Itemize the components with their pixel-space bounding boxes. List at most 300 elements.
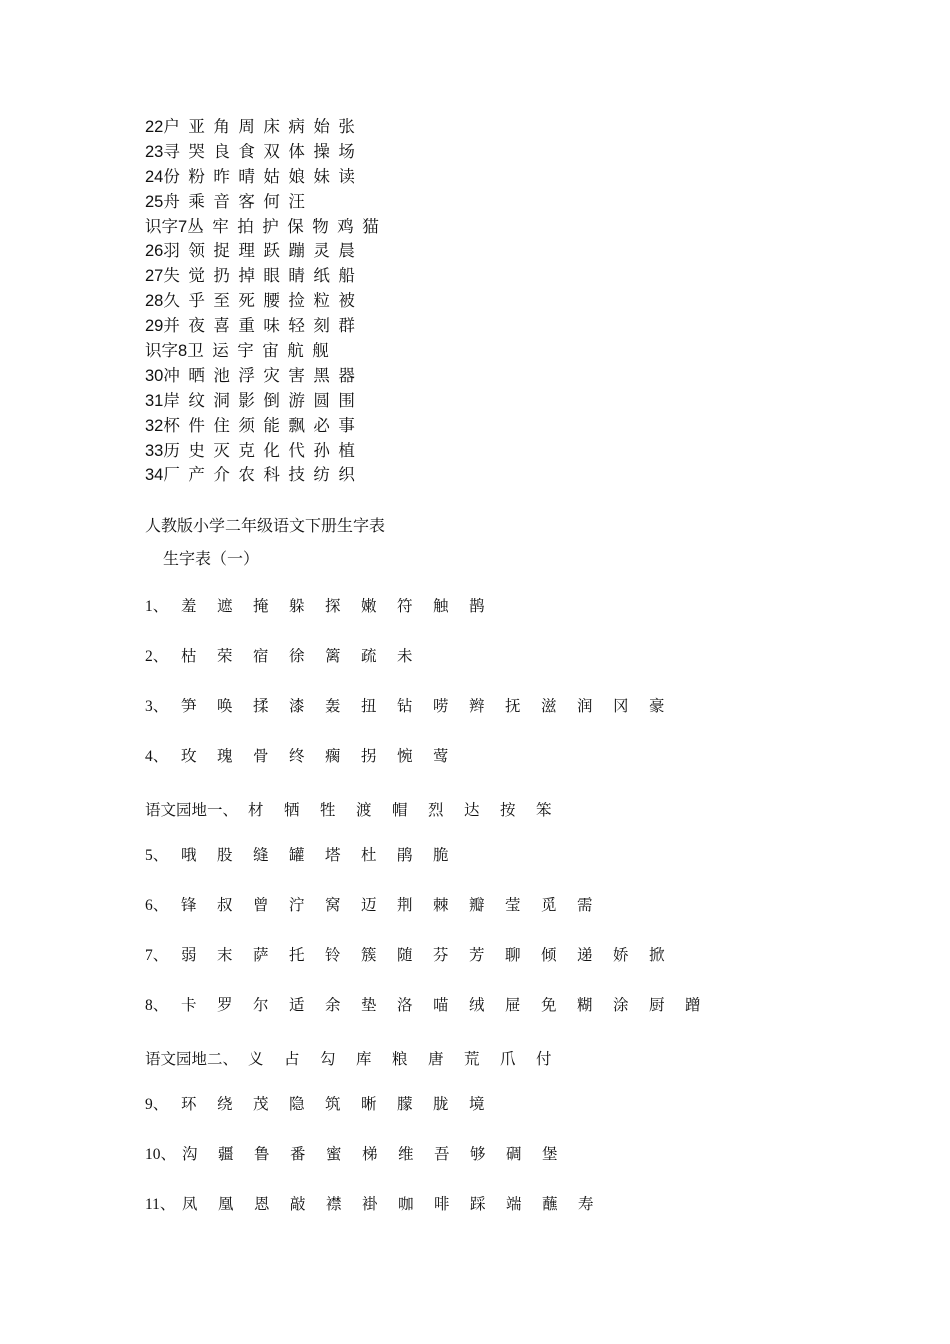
lesson-number: 30 [145,366,164,385]
lesson-row [145,364,387,389]
lesson-number: 31 [145,391,164,410]
lesson-row [145,694,685,718]
character: 汪 [288,191,305,211]
character: 唐 [428,1050,444,1068]
character: 触 [433,597,449,615]
character: 食 [238,141,255,161]
character: 粮 [392,1050,408,1068]
character: 端 [506,1195,522,1213]
character: 绒 [469,996,485,1014]
character: 漆 [289,697,305,715]
character: 适 [289,996,305,1014]
lesson-characters [181,697,685,715]
lesson-label: 1、 [145,598,169,615]
character: 羽 [163,241,180,261]
vocab-list-top [145,115,387,488]
character: 凰 [218,1195,234,1213]
lesson-number: 34 [145,466,164,485]
character: 啡 [434,1195,450,1213]
character: 昨 [213,166,230,186]
character: 叔 [217,896,233,914]
lesson-label: 2、 [145,648,169,665]
character: 脆 [433,846,449,864]
lesson-row [145,115,387,140]
character: 宿 [253,647,269,665]
character: 润 [577,697,593,715]
lesson-row [145,314,387,339]
lesson-row [145,190,387,215]
character: 弱 [181,946,197,964]
character: 垫 [361,996,377,1014]
character: 骨 [253,747,269,765]
character: 铃 [325,946,341,964]
character: 罐 [289,846,305,864]
character: 必 [313,415,330,435]
character: 荒 [464,1050,480,1068]
character: 客 [238,191,255,211]
character: 茂 [253,1095,269,1113]
character: 乘 [188,191,205,211]
character: 厨 [649,996,665,1014]
character: 蹭 [685,996,701,1014]
character: 张 [338,117,355,136]
character: 妹 [313,166,330,186]
character: 领 [188,241,205,261]
character: 终 [289,747,305,765]
character: 粒 [313,291,330,311]
character: 乎 [188,291,205,311]
lesson-characters [181,747,469,765]
character: 胧 [433,1095,449,1113]
character: 沟 [182,1145,198,1163]
character: 体 [288,141,305,161]
lesson-row [145,439,387,464]
character: 猫 [362,216,379,236]
character: 糊 [577,996,593,1014]
character: 库 [356,1050,372,1068]
character: 凤 [182,1195,198,1213]
character: 棘 [433,896,449,914]
lesson-number: 29 [145,317,164,336]
character: 腰 [263,291,280,311]
character: 冈 [613,697,629,715]
lesson-characters [181,896,613,914]
lesson-label: 语文园地二、 [145,1051,239,1068]
character: 篱 [325,647,341,665]
character: 筑 [325,1095,341,1113]
character: 缝 [253,846,269,864]
character: 织 [338,465,355,485]
character: 够 [470,1145,486,1163]
character: 器 [338,365,355,385]
lesson-row [145,1092,505,1116]
character: 物 [312,216,329,236]
character: 科 [263,465,280,485]
character: 蹦 [288,241,305,261]
character: 历 [163,440,180,460]
character: 鲁 [254,1145,270,1163]
character: 圆 [313,390,330,410]
character: 余 [325,996,341,1014]
character: 瘸 [325,747,341,765]
character: 岸 [163,390,180,410]
character: 哭 [188,141,205,161]
lesson-characters [163,366,363,385]
lesson-label: 6、 [145,897,169,914]
lesson-characters [163,117,363,136]
character: 敲 [290,1195,306,1213]
character: 隐 [289,1095,305,1113]
character: 孙 [313,440,330,460]
character: 户 [163,117,180,136]
character: 音 [213,191,230,211]
lesson-characters [248,1050,572,1068]
character: 轻 [288,316,305,336]
lesson-row [145,843,469,867]
character: 哦 [181,846,197,864]
character: 倾 [541,946,557,964]
character: 份 [163,166,180,186]
lesson-characters [181,846,469,864]
lesson-characters [181,597,505,615]
lesson-label: 4、 [145,748,169,765]
character: 襟 [326,1195,342,1213]
character: 鹊 [469,597,485,615]
character: 笨 [536,801,552,819]
lesson-row [145,943,685,967]
character: 至 [213,291,230,311]
character: 被 [338,291,355,311]
lesson-number: 识字8 [145,342,188,361]
lesson-number: 24 [145,167,164,186]
lesson-characters [163,167,363,186]
character: 重 [238,316,255,336]
character: 牢 [212,216,229,236]
character: 产 [188,465,205,485]
character: 操 [313,141,330,161]
character: 抚 [505,697,521,715]
character: 朦 [397,1095,413,1113]
character: 占 [284,1050,300,1068]
character: 恩 [254,1195,270,1213]
character: 始 [313,117,330,136]
lesson-label: 9、 [145,1096,169,1113]
page-subheading: 生字表（一） [163,549,260,568]
character: 笋 [181,697,197,715]
character: 保 [287,216,304,236]
character: 羞 [181,597,197,615]
lesson-number: 33 [145,441,164,460]
character: 瓣 [469,896,485,914]
lesson-characters [163,142,363,161]
character: 须 [238,415,255,435]
character: 介 [213,465,230,485]
character: 咖 [398,1195,414,1213]
character: 纸 [313,266,330,286]
character: 付 [536,1050,552,1068]
lesson-row [145,239,387,264]
character: 碉 [506,1145,522,1163]
lesson-number: 23 [145,142,164,161]
character: 涂 [613,996,629,1014]
character: 纹 [188,390,205,410]
character: 番 [290,1145,306,1163]
character: 未 [397,647,413,665]
character: 遮 [217,597,233,615]
character: 随 [397,946,413,964]
character: 并 [163,316,180,336]
lesson-row [145,798,572,822]
character: 喜 [213,316,230,336]
lesson-characters [163,465,363,484]
character: 枯 [181,647,197,665]
character: 免 [541,996,557,1014]
character: 跃 [263,241,280,261]
character: 角 [213,117,230,136]
lesson-characters [163,192,313,211]
character: 躲 [289,597,305,615]
character: 掩 [253,597,269,615]
character: 双 [263,141,280,161]
character: 池 [213,365,230,385]
lesson-label: 8、 [145,997,169,1014]
character: 洛 [397,996,413,1014]
character: 寿 [578,1195,594,1213]
character: 捉 [213,241,230,261]
lesson-characters [181,1095,505,1113]
character: 失 [163,266,180,286]
character: 植 [338,440,355,460]
lesson-row [145,264,387,289]
character: 宇 [237,341,254,361]
character: 烈 [428,801,444,819]
character: 冲 [163,365,180,385]
character: 瑰 [217,747,233,765]
character: 迈 [361,896,377,914]
page-heading: 人教版小学二年级语文下册生字表 [145,516,386,535]
character: 夜 [188,316,205,336]
character: 材 [248,801,264,819]
character: 托 [289,946,305,964]
character: 钻 [397,697,413,715]
character: 运 [212,341,229,361]
character: 揉 [253,697,269,715]
lesson-characters [187,217,387,236]
character: 探 [325,597,341,615]
character: 爪 [500,1050,516,1068]
character: 代 [288,440,305,460]
character: 唠 [433,697,449,715]
lesson-characters [163,316,363,335]
lesson-label: 11、 [145,1196,176,1213]
character: 灾 [263,365,280,385]
character: 徐 [289,647,305,665]
character: 晴 [238,166,255,186]
lesson-label: 3、 [145,698,169,715]
character: 晨 [338,241,355,261]
character: 件 [188,415,205,435]
character: 眼 [263,266,280,286]
lesson-row [145,644,433,668]
lesson-characters [181,996,721,1014]
character: 舰 [312,341,329,361]
lesson-characters [163,241,363,260]
lesson-characters [163,291,363,310]
lesson-characters [163,441,363,460]
lesson-characters [181,647,433,665]
lesson-row [145,1047,572,1071]
character: 玫 [181,747,197,765]
character: 掉 [238,266,255,286]
character: 疏 [361,647,377,665]
character: 环 [181,1095,197,1113]
lesson-row [145,1142,578,1166]
character: 船 [338,266,355,286]
character: 辫 [469,697,485,715]
character: 捡 [288,291,305,311]
character: 末 [217,946,233,964]
character: 床 [263,117,280,136]
lesson-row [145,893,613,917]
character: 掀 [649,946,665,964]
character: 轰 [325,697,341,715]
character: 周 [238,117,255,136]
character: 场 [338,141,355,161]
lesson-characters [181,946,685,964]
character: 化 [263,440,280,460]
character: 航 [287,341,304,361]
character: 滋 [541,697,557,715]
character: 芬 [433,946,449,964]
character: 农 [238,465,255,485]
character: 牲 [320,801,336,819]
character: 聊 [505,946,521,964]
character: 蘸 [542,1195,558,1213]
character: 理 [238,241,255,261]
character: 病 [288,117,305,136]
character: 影 [238,390,255,410]
character: 勾 [320,1050,336,1068]
lesson-number: 识字7 [145,217,188,236]
lesson-label: 5、 [145,847,169,864]
character: 舟 [163,191,180,211]
character: 杯 [163,415,180,435]
character: 飘 [288,415,305,435]
character: 晒 [188,365,205,385]
character: 鸡 [337,216,354,236]
lesson-number: 22 [145,118,164,136]
character: 屉 [505,996,521,1014]
character: 符 [397,597,413,615]
lesson-number: 27 [145,267,164,286]
character: 锋 [181,896,197,914]
character: 褂 [362,1195,378,1213]
character: 鹃 [397,846,413,864]
character: 刻 [313,316,330,336]
character: 股 [217,846,233,864]
character: 灵 [313,241,330,261]
character: 喵 [433,996,449,1014]
lesson-number: 26 [145,242,164,261]
character: 卡 [181,996,197,1014]
character: 惋 [397,747,413,765]
lesson-number: 32 [145,416,164,435]
character: 技 [288,465,305,485]
character: 粉 [188,166,205,186]
lesson-row [145,289,387,314]
lesson-row [145,165,387,190]
character: 堡 [542,1145,558,1163]
character: 蜜 [326,1145,342,1163]
character: 护 [262,216,279,236]
character: 莹 [505,896,521,914]
character: 纺 [313,465,330,485]
lesson-row [145,993,721,1017]
character: 死 [238,291,255,311]
character: 拍 [237,216,254,236]
character: 娇 [613,946,629,964]
character: 寻 [163,141,180,161]
character: 达 [464,801,480,819]
lesson-row [145,389,387,414]
character: 牺 [284,801,300,819]
lesson-characters [187,341,337,360]
character: 帽 [392,801,408,819]
character: 境 [469,1095,485,1113]
character: 疆 [218,1145,234,1163]
character: 住 [213,415,230,435]
lesson-row [145,414,387,439]
lesson-characters [163,391,363,410]
character: 厂 [163,465,180,485]
character: 莺 [433,747,449,765]
lesson-number: 25 [145,192,164,211]
lesson-row [145,463,387,488]
character: 需 [577,896,593,914]
character: 嫩 [361,597,377,615]
character: 曾 [253,896,269,914]
character: 觉 [188,266,205,286]
lesson-row [145,215,387,240]
character: 塔 [325,846,341,864]
character: 克 [238,440,255,460]
lesson-label: 7、 [145,947,169,964]
lesson-row [145,594,505,618]
character: 晰 [361,1095,377,1113]
character: 亚 [188,117,205,136]
character: 史 [188,440,205,460]
character: 义 [248,1050,264,1068]
character: 良 [213,141,230,161]
character: 丛 [187,216,204,236]
character: 踩 [470,1195,486,1213]
character: 萨 [253,946,269,964]
character: 绕 [217,1095,233,1113]
character: 害 [288,365,305,385]
character: 扭 [361,697,377,715]
character: 读 [338,166,355,186]
character: 按 [500,801,516,819]
character: 扔 [213,266,230,286]
lesson-row [145,744,469,768]
character: 宙 [262,341,279,361]
character: 梯 [362,1145,378,1163]
character: 拐 [361,747,377,765]
character: 递 [577,946,593,964]
lesson-characters [182,1145,578,1163]
character: 洞 [213,390,230,410]
character: 罗 [217,996,233,1014]
